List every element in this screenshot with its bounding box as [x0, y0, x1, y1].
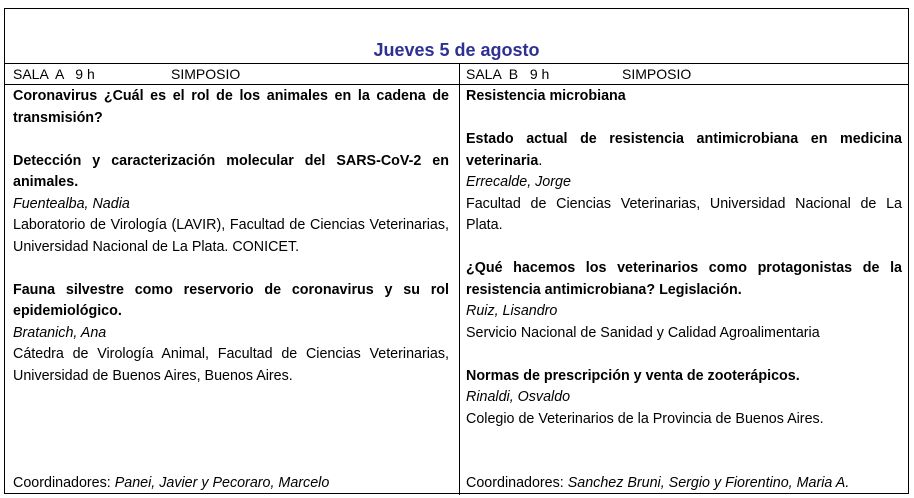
talk-affiliation: Servicio Nacional de Sanidad y Calidad Agroalimentaria	[466, 324, 820, 341]
talk-title-line	[466, 129, 902, 172]
talk-title: Normas de prescripción y venta de zooterápicos.	[466, 367, 800, 384]
sala-b-session-type: SIMPOSIO	[622, 66, 692, 82]
talk-item	[13, 151, 449, 259]
coordinators-names: Panei, Javier y Pecoraro, Marcelo	[114, 474, 330, 491]
talk-item	[466, 129, 902, 237]
talk-item	[466, 366, 902, 431]
sala-a-coordinators	[13, 473, 329, 495]
talk-title: Detección y caracterización molecular del SARS-CoV-2 en animales.	[13, 152, 449, 190]
talk-speaker: Rinaldi, Osvaldo	[466, 389, 571, 405]
coordinators-label: Coordinadores:	[13, 474, 115, 491]
sala-a-column	[13, 86, 449, 494]
sala-b-symposium-title: Resistencia microbiana	[466, 88, 626, 104]
sala-a-session-type: SIMPOSIO	[171, 66, 241, 82]
day-title: Jueves 5 de agosto	[373, 40, 540, 60]
talk-title: Fauna silvestre como reservorio de coronavirus y su rol epidemiológico.	[13, 281, 449, 319]
coordinators-names: Sanchez Bruni, Sergio y Fiorentino, Maria A.	[567, 474, 850, 491]
talk-affiliation: Facultad de Ciencias Veterinarias, Universidad Nacional de La Plata.	[466, 195, 902, 233]
talk-affiliation: Cátedra de Virología Animal, Facultad de Ciencias Veterinarias, Universidad de Buenos Aires, Buenos Aires.	[13, 346, 449, 384]
talk-speaker: Ruiz, Lisandro	[466, 303, 558, 319]
talk-title: Estado actual de resistencia antimicrobiana en medicina veterinaria	[466, 131, 902, 169]
sala-b-header	[466, 64, 902, 84]
talk-speaker: Fuentealba, Nadia	[13, 195, 130, 212]
talk-speaker: Bratanich, Ana	[13, 324, 107, 341]
sala-b-coordinators	[466, 473, 849, 495]
coordinators-label: Coordinadores:	[466, 474, 568, 491]
talk-title-suffix: .	[538, 152, 543, 169]
sala-a-header	[13, 64, 453, 84]
talk-title: ¿Qué hacemos los veterinarios como protagonistas de la resistencia antimicrobiana? Legislación.	[466, 260, 902, 298]
talk-affiliation: Laboratorio de Virología (LAVIR), Facultad de Ciencias Veterinarias, Universidad Nacional de La Plata. CONICET.	[13, 217, 449, 255]
talk-affiliation: Colegio de Veterinarios de la Provincia de Buenos Aires.	[466, 410, 824, 427]
talk-item	[13, 280, 449, 388]
sala-b-room-time: SALA B 9 h	[466, 66, 550, 82]
talk-item	[466, 258, 902, 344]
day-header-row	[5, 9, 908, 64]
schedule-table	[4, 8, 909, 494]
sala-b-column	[466, 86, 902, 494]
sala-a-symposium-title: Coronavirus ¿Cuál es el rol de los animales en la cadena de transmisión?	[13, 88, 449, 126]
column-divider	[459, 64, 460, 495]
talk-speaker: Errecalde, Jorge	[466, 174, 571, 190]
room-header-row	[5, 64, 908, 85]
sala-a-room-time: SALA A 9 h	[13, 66, 95, 82]
